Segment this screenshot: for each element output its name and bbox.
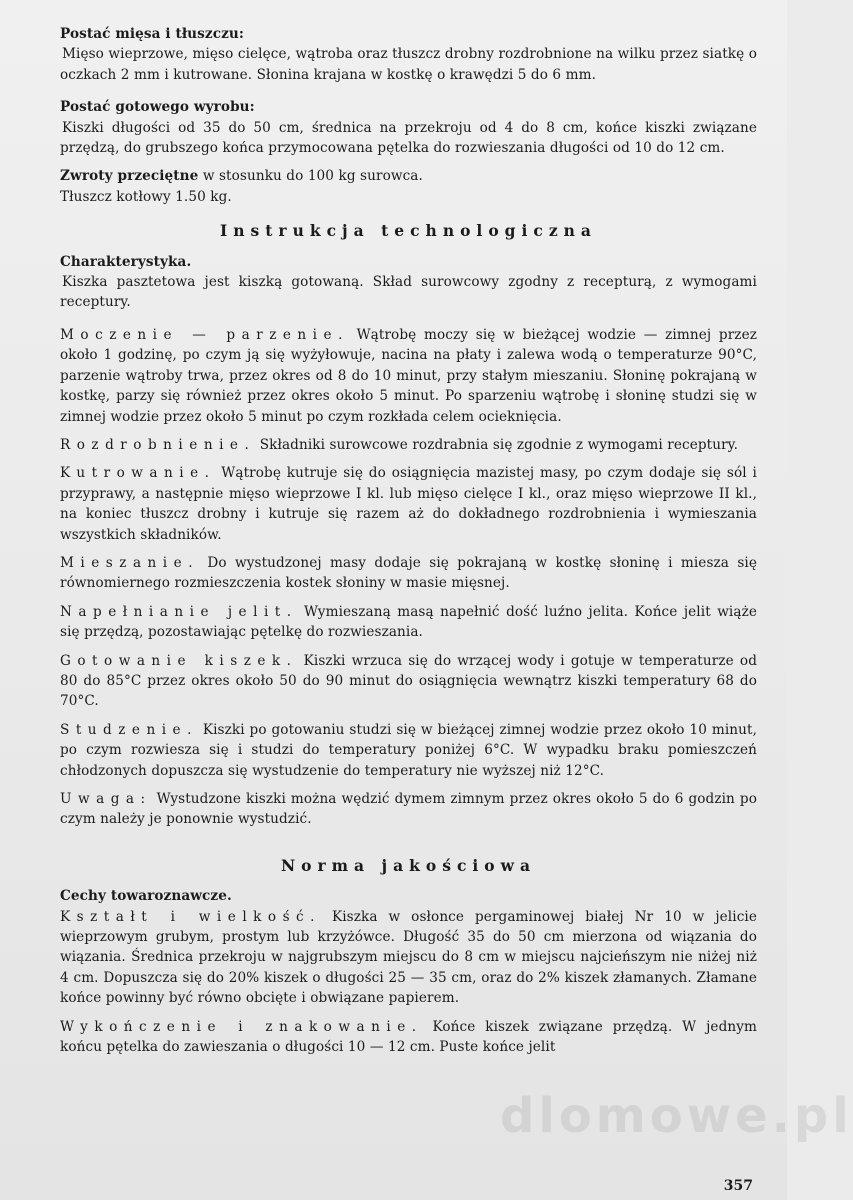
step-paragraph [60,435,757,455]
step-text: Składniki surowcowe rozdrabnia się zgodnie z wymogami receptury. [255,436,739,453]
step-label: Mieszanie. [60,554,200,571]
cechy-paragraph [60,1017,757,1058]
note-label: Uwaga: [60,791,152,807]
step-paragraph [60,651,757,712]
charakterystyka-text: Kiszka pasztetowa jest kiszką gotowaną. Skład surowcowy zgodny z recepturą, z wymogami receptury. [60,274,757,311]
note-paragraph [60,789,757,830]
step-text: Kiszki wrzuca się do wrzącej wody i gotuje w temperaturze od 80 do 85°C przez okres około 50 do 90 minut do osiągnięcia wewnątrz kiszki temperatury 68 do 70°C. [60,652,757,710]
section-text-product-form: Kiszki długości od 35 do 50 cm, średnica na przekroju od 4 do 8 cm, końce kiszki związane przędzą, do grubszego końca przymocowana pętelka do rozwieszania długości od 10 do 12 cm. [60,119,757,157]
step-text: Wątrobę moczy się w bieżącej wodzie — zimnej przez około 1 godzinę, po czym ją się wyżyłowuje, nacina na płaty i zalewa wodą o temperaturze 90°C, parzenie wątroby trwa, przez okres od 8 do 10 minut, przy stałym mieszaniu. Słoninę pokrajaną w kostkę, parzy się również przez okres około 5 minut. Po sparzeniu wątrobę i słoninę studzi się w zimnej wodzie przez około 5 minut po czym rozkłada celem ocieknięcia. [60,326,757,425]
step-paragraph [60,602,757,643]
step-label: Moczenie — parzenie. [60,326,349,343]
cechy-text: Kiszka w osłonce pergaminowej białej Nr 10 w jelicie wieprzowym grubym, prostym lub krzyżówce. Długość 35 do 50 cm mierzona od wiązania do wiązania. Średnica przekroju w najgrubszym miejscu do 8 cm w miejscu najcieńszym nie niżej niż 4 cm. Dopuszcza się do 20% kiszek o długości 25 — 35 cm, oraz do 2% kiszek złamanych. Złamane końce powinny być równo obcięte i obwiązane papierem. [60,908,757,1007]
yield-paragraph [60,166,757,186]
cechy-label: Kształt i wielkość. [60,908,321,925]
yield-text: w stosunku do 100 kg surowca. [198,168,423,185]
step-text: Kiszki po gotowaniu studzi się w bieżącej zimnej wodzie przez około 10 minut, po czym rozwiesza się i studzi do temperatury poniżej 6°C. W wypadku braku pomieszczeń chłodzonych dopuszcza się wystudzenie do temperatury nie wyższej niż 12°C. [60,721,757,779]
step-paragraph [60,325,757,427]
heading-tech-instruction: Instrukcja technologiczna [220,221,597,241]
step-text: Do wystudzonej masy dodaje się pokrajaną w kostkę słoninę i miesza się równomiernego rozmieszczenia kostek słoniny w masie mięsnej. [60,554,757,592]
yield-label: Zwroty przeciętne [60,168,199,185]
section-title-meat-form: Postać mięsa i tłuszczu: [60,26,245,42]
step-paragraph [60,553,757,594]
heading-quality-norm: Norma jakościowa [280,855,537,875]
cechy-paragraph [60,907,757,1009]
step-label: Studzenie. [60,721,198,738]
page-content [60,24,757,1057]
watermark: dlomowe.pl [500,1088,853,1144]
page-number: 357 [723,1178,753,1194]
cechy-label: Wykończenie i znakowanie. [60,1018,423,1035]
step-label: Napełnianie jelit. [60,603,298,620]
step-paragraph [60,463,757,545]
step-label: Kutrowanie. [60,465,216,482]
charakterystyka-title: Charakterystyka. [60,253,192,270]
step-paragraph [60,720,757,781]
section-text-meat-form: Mięso wieprzowe, mięso cielęce, wątroba oraz tłuszcz drobny rozdrobnione na wilku przez siatkę o oczkach 2 mm i kutrowane. Słonina krajana w kostkę o krawędzi 5 do 6 mm. [60,46,757,83]
cechy-title: Cechy towaroznawcze. [60,888,232,905]
step-text: Wątrobę kutruje się do osiągnięcia mazistej masy, po czym dodaje się sól i przyprawy, a następnie mięso wieprzowe I kl. lub mięso cielęce I kl., oraz mięso wieprzowe II kl., na koniec tłuszcz drobny i kutruje się razem aż do dokładnego rozdrobnienia i wymieszania wszystkich składników. [60,465,757,543]
step-label: Rozdrobnienie. [60,436,256,453]
note-text: Wystudzone kiszki można wędzić dymem zimnym przez okres około 5 do 6 godzin po czym należy je ponownie wystudzić. [60,791,757,828]
section-title-product-form: Postać gotowego wyrobu: [60,99,255,116]
cechy-text: Końce kiszek związane przędzą. W jednym końcu pętelka do zawieszania o długości 10 — 12 cm. Puste końce jelit [60,1018,758,1056]
step-text: Wymieszaną masą napełnić dość luźno jelita. Końce jelit wiąże się przędzą, pozostawiając pętelkę do rozwieszania. [60,603,757,641]
yield-line2: Tłuszcz kotłowy 1.50 kg. [60,188,232,205]
step-label: Gotowanie kiszek. [60,652,298,669]
